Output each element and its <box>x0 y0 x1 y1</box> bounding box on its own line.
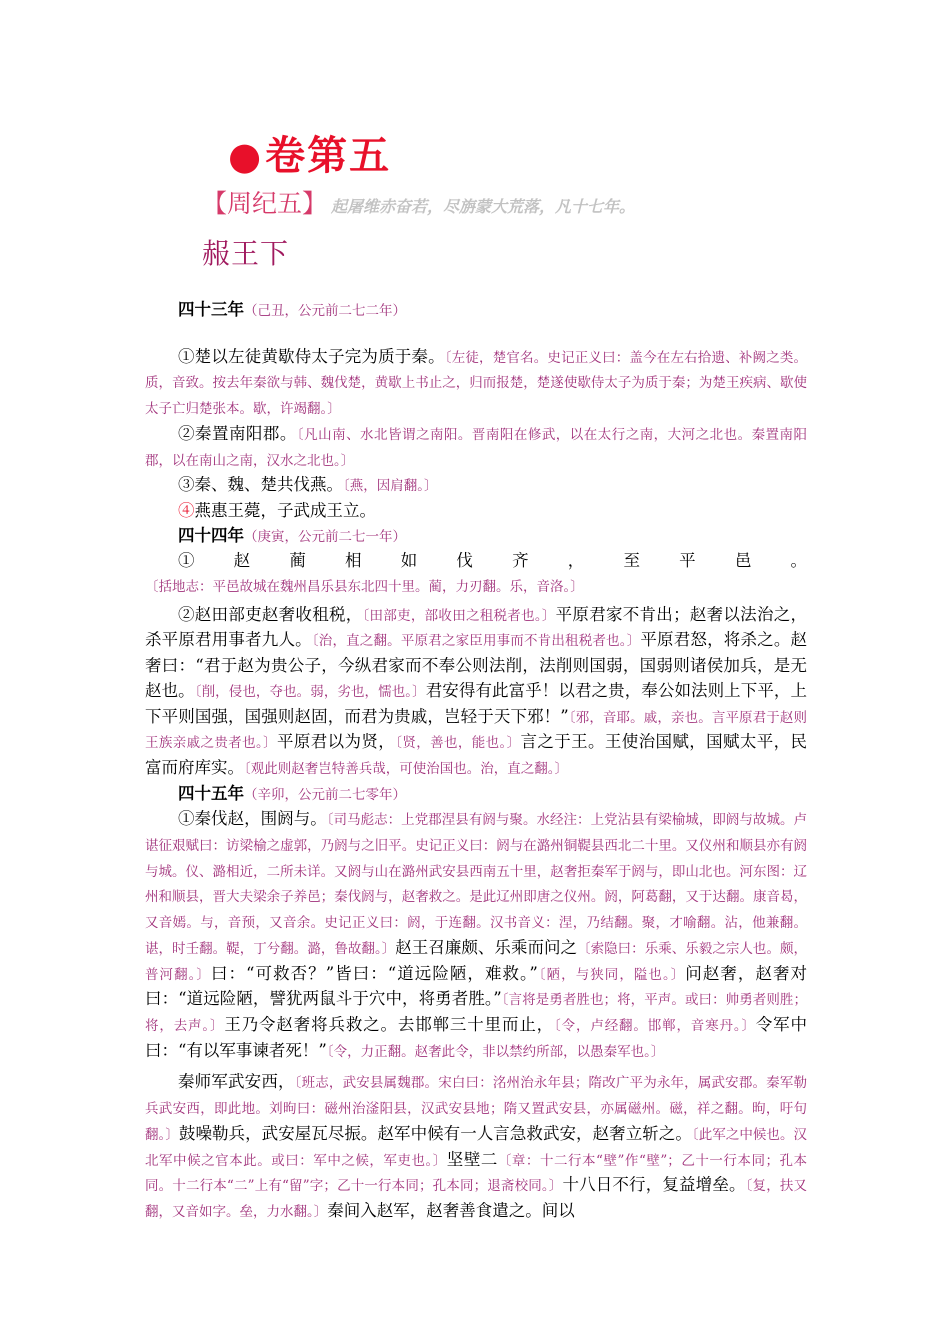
annotation: 〔燕，因肩翻。〕 <box>343 478 438 495</box>
king-heading: 赧王下 <box>202 237 290 270</box>
entry-text: 君安得有此富乎！以君之贵，奉公如法则上下平，上下平则国强，国强则赵固，而君为贵戚，岂轻于天下邪！” <box>145 680 808 726</box>
entry-paragraph <box>145 499 807 524</box>
entry-text: ①楚以左徒黄歇侍太子完为质于秦。 <box>178 346 445 366</box>
annotation: 〔复，扶又翻，又音如字。垒，力水翻。〕 <box>145 1178 808 1220</box>
entry-text: ②秦置南阳郡。 <box>178 423 297 443</box>
year-heading <box>145 782 807 808</box>
annotation: 〔言将是勇者胜也；将，平声。或曰：帅勇者则胜；将，去声。〕 <box>145 992 808 1034</box>
entry-text: 坚壁二 <box>446 1149 498 1169</box>
annotation: 〔索隐曰：乐乘、乐毅之宗人也。颇，普河翻。〕 <box>145 940 808 983</box>
entry-text: 十八日不行，复益增垒。 <box>562 1175 746 1195</box>
entry-text: ①赵蔺相如伐齐，至平邑。 <box>178 551 807 571</box>
entry-paragraph <box>145 473 807 499</box>
annotation: 〔贤，善也，能也。〕 <box>395 735 521 752</box>
annotation: 〔削，侵也，夺也。弱，劣也，懦也。〕 <box>194 683 426 700</box>
year-note: （己丑，公元前二七二年） <box>244 303 406 319</box>
entry-text: ②赵田部吏赵奢收租税， <box>178 604 363 624</box>
year-title: 四十三年 <box>178 300 244 319</box>
year-title: 四十五年 <box>178 783 244 803</box>
annotation: 〔此军之中候也。汉北军中候之官本此。或曰：军中之候，军吏也。〕 <box>145 1126 808 1169</box>
annotation: 〔邪，音耶。戚，亲也。言平原君于赵则王族亲戚之贵者也。〕 <box>145 709 807 752</box>
entry-text: 王乃令赵奢将兵救之。去邯郸三十里而止， <box>224 1014 555 1034</box>
annotation: 〔括地志：平邑故城在魏州昌乐县东北四十里。蔺，力刃翻。乐，音洛。〕 <box>145 579 584 596</box>
annotation: 〔陋，与狭同，隘也。〕 <box>537 966 686 983</box>
chronicle-label: 【周纪五】 <box>202 189 328 218</box>
chronicle-heading <box>202 184 635 220</box>
entry-paragraph <box>145 422 807 473</box>
entry-text: 秦师军武安西， <box>178 1072 295 1092</box>
annotation: 〔章：十二行本“壁”作“壁”；乙十一行本同；孔本同。十二行本“二”上有“留”字；乙十一行本同；孔本同；退斋校同。〕 <box>145 1152 808 1195</box>
annotation: 〔班志，武安县属魏郡。宋白曰：洺州治永年县；隋改广平为永年，属武安郡。秦军勒兵武安西，即此地。刘昫曰：磁州治滏阳县，汉武安县地；隋又置武安县，亦属磁州。磁，祥之翻。昫，吁句翻。〕 <box>145 1075 808 1143</box>
entry-text: 燕惠王薨，子武成王立。 <box>194 500 376 520</box>
annotation: 〔左徒，楚官名。史记正义曰：盖今在左右拾遗、补阙之类。质，音致。按去年秦欲与韩、魏伐楚，黄歇上书止之，归而报楚，楚遂使歇侍太子为质于秦；为楚王疾病、歇使太子亡归楚张本。歇，许竭翻。〕 <box>145 349 808 418</box>
entry-text: ③秦、魏、楚共伐燕。 <box>178 475 343 495</box>
annotation: 〔司马彪志：上党郡涅县有阏与聚。水经注：上党沾县有梁榆城，即阏与故城。卢谌征艰赋曰：访梁榆之虚郭，乃阏与之旧平。史记正义曰：阏与在潞州铜鞮县西北二十里。又仪州和顺县亦有阏与城。仪、潞相近，二所未详。又阏与山在潞州武安县西南五十里，赵奢拒秦军于阏与，即山北也。河东图：辽州和顺县，晋大夫梁余子养邑；秦伐阏与，赵奢救之。是此辽州即唐之仪州。阏，阿葛翻，又于达翻。康音曷，又音嫣。与，音预，又音余。史记正义曰：阏，于连翻。汉书音义：涅，乃结翻。聚，才喻翻。沾，他兼翻。谌，时壬翻。鞮，丁兮翻。潞，鲁故翻。〕 <box>145 812 808 957</box>
entry-text: 鼓噪勒兵，武安屋瓦尽振。赵军中候有一人言急救武安，赵奢立斩之。 <box>178 1123 692 1143</box>
entry-paragraph <box>145 549 807 599</box>
entry-text: ①秦伐赵，围阏与。 <box>178 809 327 829</box>
entry-number-mark: ④ <box>178 500 195 520</box>
entry-paragraph <box>145 345 807 422</box>
annotation: 〔凡山南、水北皆谓之南阳。晋南阳在修武，以在太行之南，大河之北也。秦置南阳郡，以在南山之南，汉水之北也。〕 <box>145 426 808 469</box>
annotation: 〔令，力正翻。赵奢此令，非以禁约所部，以愚秦军也。〕 <box>326 1043 665 1060</box>
entry-text: 令军中曰：“有以军事谏者死！” <box>145 1014 808 1060</box>
entry-text: 曰：“可救否？”皆曰：“道远险陋，难救。” <box>210 963 538 983</box>
annotation: 〔田部吏，部收田之租税者也。〕 <box>362 607 556 624</box>
entry-text: 问赵奢，赵奢对曰：“道远险陋，譬犹两鼠斗于穴中，将勇者胜。” <box>145 963 808 1009</box>
entry-text: 秦间入赵军，赵奢善食遣之。间以 <box>327 1200 575 1220</box>
chronicle-note: 起屠维赤奋若，尽旃蒙大荒落，凡十七年。 <box>331 197 636 216</box>
entry-paragraph <box>145 1070 807 1224</box>
entry-text: 平原君家不肯出；赵奢以法治之，杀平原君用事者九人。 <box>145 604 808 650</box>
volume-title-text: 卷第五 <box>265 132 392 179</box>
entry-text: 言之于王。王使治国赋，国赋太平，民富而府库实。 <box>145 732 808 777</box>
annotation: 〔观此则赵奢岂特善兵哉，可使治国也。治，直之翻。〕 <box>244 760 568 777</box>
year-heading <box>145 524 807 550</box>
year-title: 四十四年 <box>178 525 244 545</box>
year-note: （辛卯，公元前二七零年） <box>244 786 406 803</box>
year-heading <box>145 298 807 324</box>
entry-text: 赵王召廉颇、乐乘而问之 <box>395 937 578 957</box>
entry-text: 平原君以为贤， <box>277 732 396 752</box>
volume-title <box>228 124 391 181</box>
entry-paragraph <box>145 807 807 1064</box>
annotation: 〔令，卢经翻。邯郸，音寒丹。〕 <box>554 1017 756 1034</box>
red-bullet-icon: ● <box>228 133 264 178</box>
entry-text: 平原君怒，将杀之。赵奢曰：“君于赵为贵公子，今纵君家而不奉公则法削，法削则国弱，国弱则诸侯加兵，是无赵也。 <box>145 630 808 700</box>
annotation: 〔治，直之翻。平原君之家臣用事而不肯出租税者也。〕 <box>311 633 641 650</box>
main-text <box>145 298 807 1225</box>
year-note: （庚寅，公元前二七一年） <box>244 528 406 545</box>
entry-paragraph <box>145 603 807 782</box>
